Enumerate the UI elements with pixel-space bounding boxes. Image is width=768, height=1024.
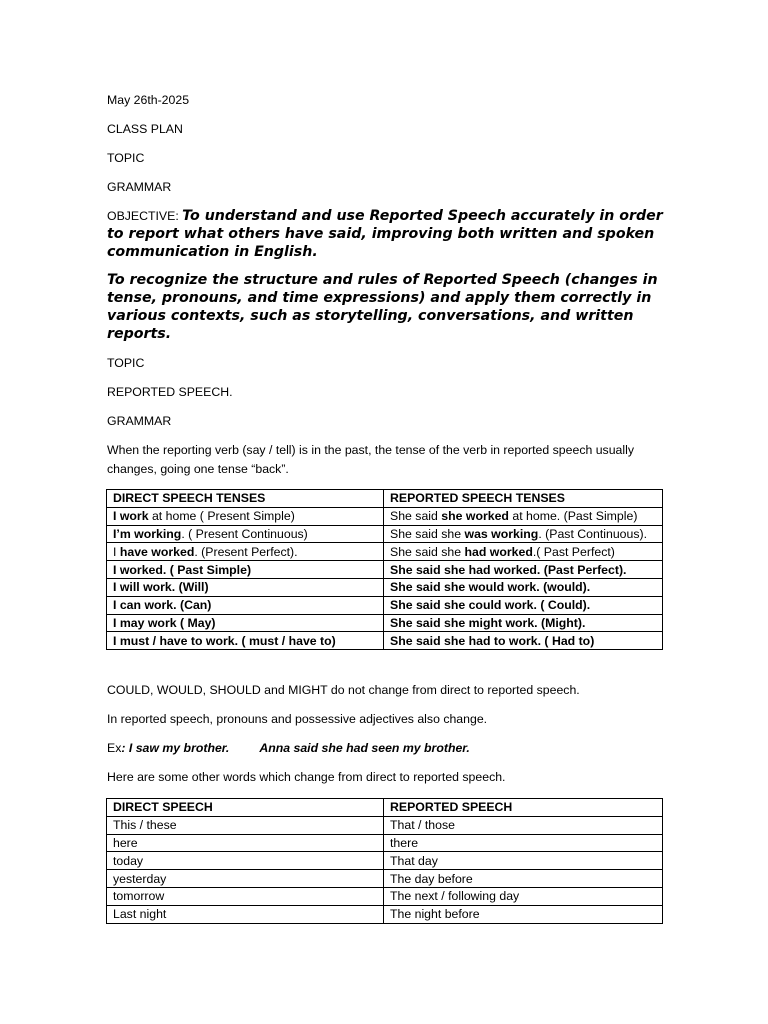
direct-text: . (Present Perfect). — [194, 544, 298, 559]
objective-prefix: OBJECTIVE: — [107, 209, 183, 223]
reported-cell — [384, 561, 663, 579]
example-colon: : — [121, 741, 129, 755]
reported-cell — [384, 614, 663, 632]
reported-text: .( Past Perfect) — [532, 544, 615, 559]
direct-cell — [107, 525, 384, 543]
direct-text: I worked. ( Past Simple) — [113, 562, 252, 577]
pronouns-note: In reported speech, pronouns and possessive adjectives also change. — [107, 712, 488, 726]
modals-note: COULD, WOULD, SHOULD and MIGHT do not change from direct to reported speech. — [107, 683, 580, 697]
direct-cell — [107, 596, 384, 614]
reported-text: She said — [390, 509, 442, 524]
direct-cell — [107, 632, 384, 650]
direct-word-cell: here — [107, 834, 384, 852]
reported-text: had worked — [464, 544, 533, 559]
reported-text: She said she would work. (would). — [390, 580, 591, 595]
direct-text: I — [113, 544, 120, 559]
reported-text: She said she had to work. ( Had to) — [390, 633, 595, 648]
objective-text-2: To recognize the structure and rules of Reported Speech (changes in tense, pronouns, and time expressions) and apply them correctly in various contexts, such as storytelling, conversations, and written reports. — [107, 272, 658, 342]
direct-word-cell: This / these — [107, 816, 384, 834]
section-topic-label: TOPIC — [107, 356, 145, 370]
example-reported: Anna said she had seen my brother. — [259, 741, 470, 755]
section-grammar-label: GRAMMAR — [107, 414, 172, 428]
reported-cell — [384, 525, 663, 543]
table-row — [107, 870, 663, 888]
table-row — [107, 543, 663, 561]
table-header-cell: DIRECT SPEECH — [107, 799, 384, 817]
words-table — [106, 798, 663, 924]
direct-cell — [107, 507, 384, 525]
reported-cell — [384, 543, 663, 561]
reported-cell — [384, 578, 663, 596]
table-row — [107, 561, 663, 579]
direct-cell — [107, 543, 384, 561]
reported-text: was working — [464, 526, 539, 541]
reported-cell — [384, 632, 663, 650]
table-header-cell: REPORTED SPEECH — [384, 799, 663, 817]
table-row — [107, 852, 663, 870]
section-topic-value: REPORTED SPEECH. — [107, 385, 233, 399]
direct-cell — [107, 561, 384, 579]
tenses-table — [106, 489, 663, 650]
reported-text: she worked — [441, 509, 509, 524]
objective-paragraph-2 — [107, 271, 667, 343]
reported-text: . (Past Continuous). — [538, 526, 648, 541]
objective-text-1: To understand and use Reported Speech accurately in order to report what others have said, improving both written and spoken communication in English. — [107, 208, 663, 260]
direct-text: I may work ( May) — [113, 615, 216, 630]
class-plan-heading: CLASS PLAN — [107, 122, 183, 136]
direct-word-cell: yesterday — [107, 870, 384, 888]
reported-word-cell: That / those — [384, 816, 663, 834]
table-header-cell: REPORTED SPEECH TENSES — [384, 490, 663, 508]
direct-word-cell: Last night — [107, 905, 384, 923]
table-row — [107, 596, 663, 614]
table-row — [107, 887, 663, 905]
reported-word-cell: The night before — [384, 905, 663, 923]
direct-cell — [107, 614, 384, 632]
table-row — [107, 816, 663, 834]
reported-cell — [384, 507, 663, 525]
example-direct: I saw my brother. — [128, 741, 230, 755]
direct-text: at home ( Present Simple) — [148, 509, 295, 524]
table-row — [107, 632, 663, 650]
reported-text: at home. (Past Simple) — [508, 509, 638, 524]
reported-word-cell: The day before — [384, 870, 663, 888]
grammar-label: GRAMMAR — [107, 180, 172, 194]
direct-text: I can work. (Can) — [113, 598, 212, 613]
date-line: May 26th-2025 — [107, 93, 190, 107]
direct-word-cell: today — [107, 852, 384, 870]
example-line — [107, 741, 470, 756]
reported-text: She said she had worked. (Past Perfect). — [390, 562, 627, 577]
table-header-row — [107, 799, 663, 817]
table-row — [107, 578, 663, 596]
intro-paragraph: When the reporting verb (say / tell) is in the past, the tense of the verb in reported speech usually changes, going one tense “back”. — [107, 443, 635, 476]
direct-text: I will work. (Will) — [113, 580, 209, 595]
reported-text: She said she could work. ( Could). — [390, 598, 591, 613]
reported-cell — [384, 596, 663, 614]
table-header-row — [107, 490, 663, 508]
table-row — [107, 905, 663, 923]
direct-text: I’m working — [113, 526, 182, 541]
topic-label: TOPIC — [107, 151, 145, 165]
reported-word-cell: That day — [384, 852, 663, 870]
direct-text: have worked — [119, 544, 195, 559]
table-row — [107, 614, 663, 632]
example-prefix: Ex — [107, 741, 122, 755]
table-row — [107, 834, 663, 852]
table-header-cell: DIRECT SPEECH TENSES — [107, 490, 384, 508]
other-words-note: Here are some other words which change from direct to reported speech. — [107, 770, 506, 784]
objective-paragraph — [107, 207, 667, 261]
reported-text: She said she might work. (Might). — [390, 615, 586, 630]
reported-word-cell: The next / following day — [384, 887, 663, 905]
direct-text: I must / have to work. ( must / have to) — [113, 633, 336, 648]
direct-word-cell: tomorrow — [107, 887, 384, 905]
reported-text: She said she — [390, 544, 465, 559]
direct-text: . ( Present Continuous) — [181, 526, 308, 541]
reported-text: She said she — [390, 526, 465, 541]
direct-text: I work — [113, 509, 149, 524]
direct-cell — [107, 578, 384, 596]
reported-word-cell: there — [384, 834, 663, 852]
table-row — [107, 525, 663, 543]
table-row — [107, 507, 663, 525]
